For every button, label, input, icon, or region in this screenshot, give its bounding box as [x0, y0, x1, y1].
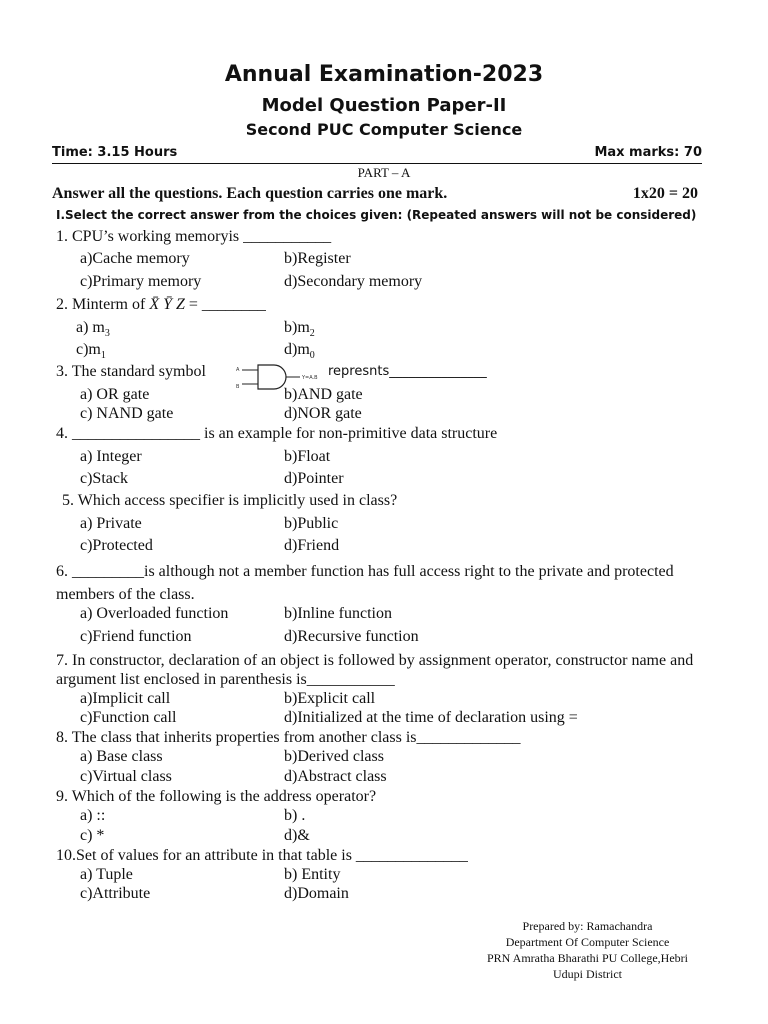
q3-option-d: d)NOR gate — [284, 405, 362, 422]
district: Udupi District — [553, 967, 622, 981]
q7-option-a: a)Implicit call — [80, 690, 171, 707]
max-marks: Max marks: 70 — [594, 145, 702, 160]
q2-text-prefix: 2. Minterm of — [56, 296, 150, 313]
part-heading: PART – A — [357, 165, 411, 180]
college: PRN Amratha Bharathi PU College,Hebri — [487, 951, 688, 965]
paper-subtitle: Model Question Paper-II — [261, 95, 507, 116]
q1-option-a: a)Cache memory — [80, 250, 190, 267]
question-8: 8. The class that inherits properties from another class is_____________ — [56, 729, 521, 746]
q5-option-c: c)Protected — [80, 537, 153, 554]
q7-option-c: c)Function call — [80, 709, 177, 726]
q3-option-a: a) OR gate — [80, 386, 150, 403]
q9-option-d: d)& — [284, 827, 310, 844]
q2-text-suffix: = ________ — [184, 296, 266, 313]
question-10: 10.Set of values for an attribute in that table is ______________ — [56, 847, 468, 864]
marks-scheme: 1x20 = 20 — [632, 185, 698, 202]
q8-option-a: a) Base class — [80, 748, 163, 765]
q10-option-c: c)Attribute — [80, 885, 151, 902]
q3-option-c: c) NAND gate — [80, 405, 174, 422]
q10-option-b: b) Entity — [284, 866, 341, 883]
q5-option-d: d)Friend — [284, 537, 340, 554]
question-6: 6. _________is although not a member function has full access right to the private and protected members of the class. — [56, 563, 674, 603]
q4-option-d: d)Pointer — [284, 470, 344, 487]
q2-formula: X̄ Ȳ Z — [149, 296, 185, 313]
question-1: 1. CPU’s working memoryis ___________ — [56, 228, 332, 245]
q8-option-c: c)Virtual class — [80, 768, 172, 785]
q7-option-b: b)Explicit call — [284, 690, 376, 707]
instruction-line — [52, 185, 698, 203]
question-5: 5. Which access specifier is implicitly used in class? — [62, 492, 398, 509]
instruction-text: Answer all the questions. Each question carries one mark. — [52, 185, 448, 202]
q7-option-d: d)Initialized at the time of declaration using = — [284, 709, 578, 726]
q3-option-b: b)AND gate — [284, 386, 363, 403]
question-3: 3. The standard symbol — [56, 363, 206, 380]
q6-option-d: d)Recursive function — [284, 628, 419, 645]
q2-option-a: a) $m_3$ — [76, 319, 110, 340]
question-4: 4. ________________ is an example for non-primitive data structure — [56, 425, 498, 442]
q1-option-c: c)Primary memory — [80, 273, 202, 290]
q4-option-c: c)Stack — [80, 470, 128, 487]
section-instruction: I.Select the correct answer from the choices given: (Repeated answers will not be considered) — [56, 208, 697, 222]
exam-time: Time: 3.15 Hours — [52, 145, 178, 160]
q8-option-d: d)Abstract class — [284, 768, 387, 785]
q8-option-b: b)Derived class — [284, 748, 384, 765]
q4-option-a: a) Integer — [80, 448, 142, 465]
q6-option-c: c)Friend function — [80, 628, 192, 645]
prepared-by: Prepared by: Ramachandra — [522, 919, 653, 933]
q9-option-a: a) :: — [80, 807, 106, 824]
gate-input-a: A — [236, 367, 240, 373]
q2-option-d: $d)m_0$ — [284, 341, 315, 362]
gate-input-b: B — [236, 384, 240, 390]
q6-option-a: a) Overloaded function — [80, 605, 229, 622]
q9-option-c: c) * — [80, 827, 105, 844]
q5-option-a: a) Private — [80, 515, 142, 532]
footer-credits — [455, 918, 720, 982]
question-9: 9. Which of the following is the address operator? — [56, 788, 377, 805]
q3-represents-text: represnts_______________ — [328, 364, 487, 379]
q4-option-b: b)Float — [284, 448, 331, 465]
q2-option-b: $b)m_2$ — [284, 319, 315, 340]
q2-option-c: $c)m_1$ — [76, 341, 106, 362]
q5-option-b: b)Public — [284, 515, 339, 532]
q6-option-b: b)Inline function — [284, 605, 392, 622]
q10-option-d: d)Domain — [284, 885, 349, 902]
department: Department Of Computer Science — [505, 935, 670, 949]
gate-output: Y=A.B — [302, 375, 318, 381]
question-2 — [56, 296, 266, 314]
question-7: 7. In constructor, declaration of an object is followed by assignment operator, constructor name and argument list enclosed in parenthesis is___________ — [56, 652, 694, 688]
course-title: Second PUC Computer Science — [245, 120, 523, 139]
time-marks-line — [52, 145, 702, 164]
q9-option-b: b) . — [284, 807, 306, 824]
q10-option-a: a) Tuple — [80, 866, 133, 883]
q1-option-b: b)Register — [284, 250, 351, 267]
q1-option-d: d)Secondary memory — [284, 273, 423, 290]
exam-title: Annual Examination-2023 — [224, 62, 544, 87]
